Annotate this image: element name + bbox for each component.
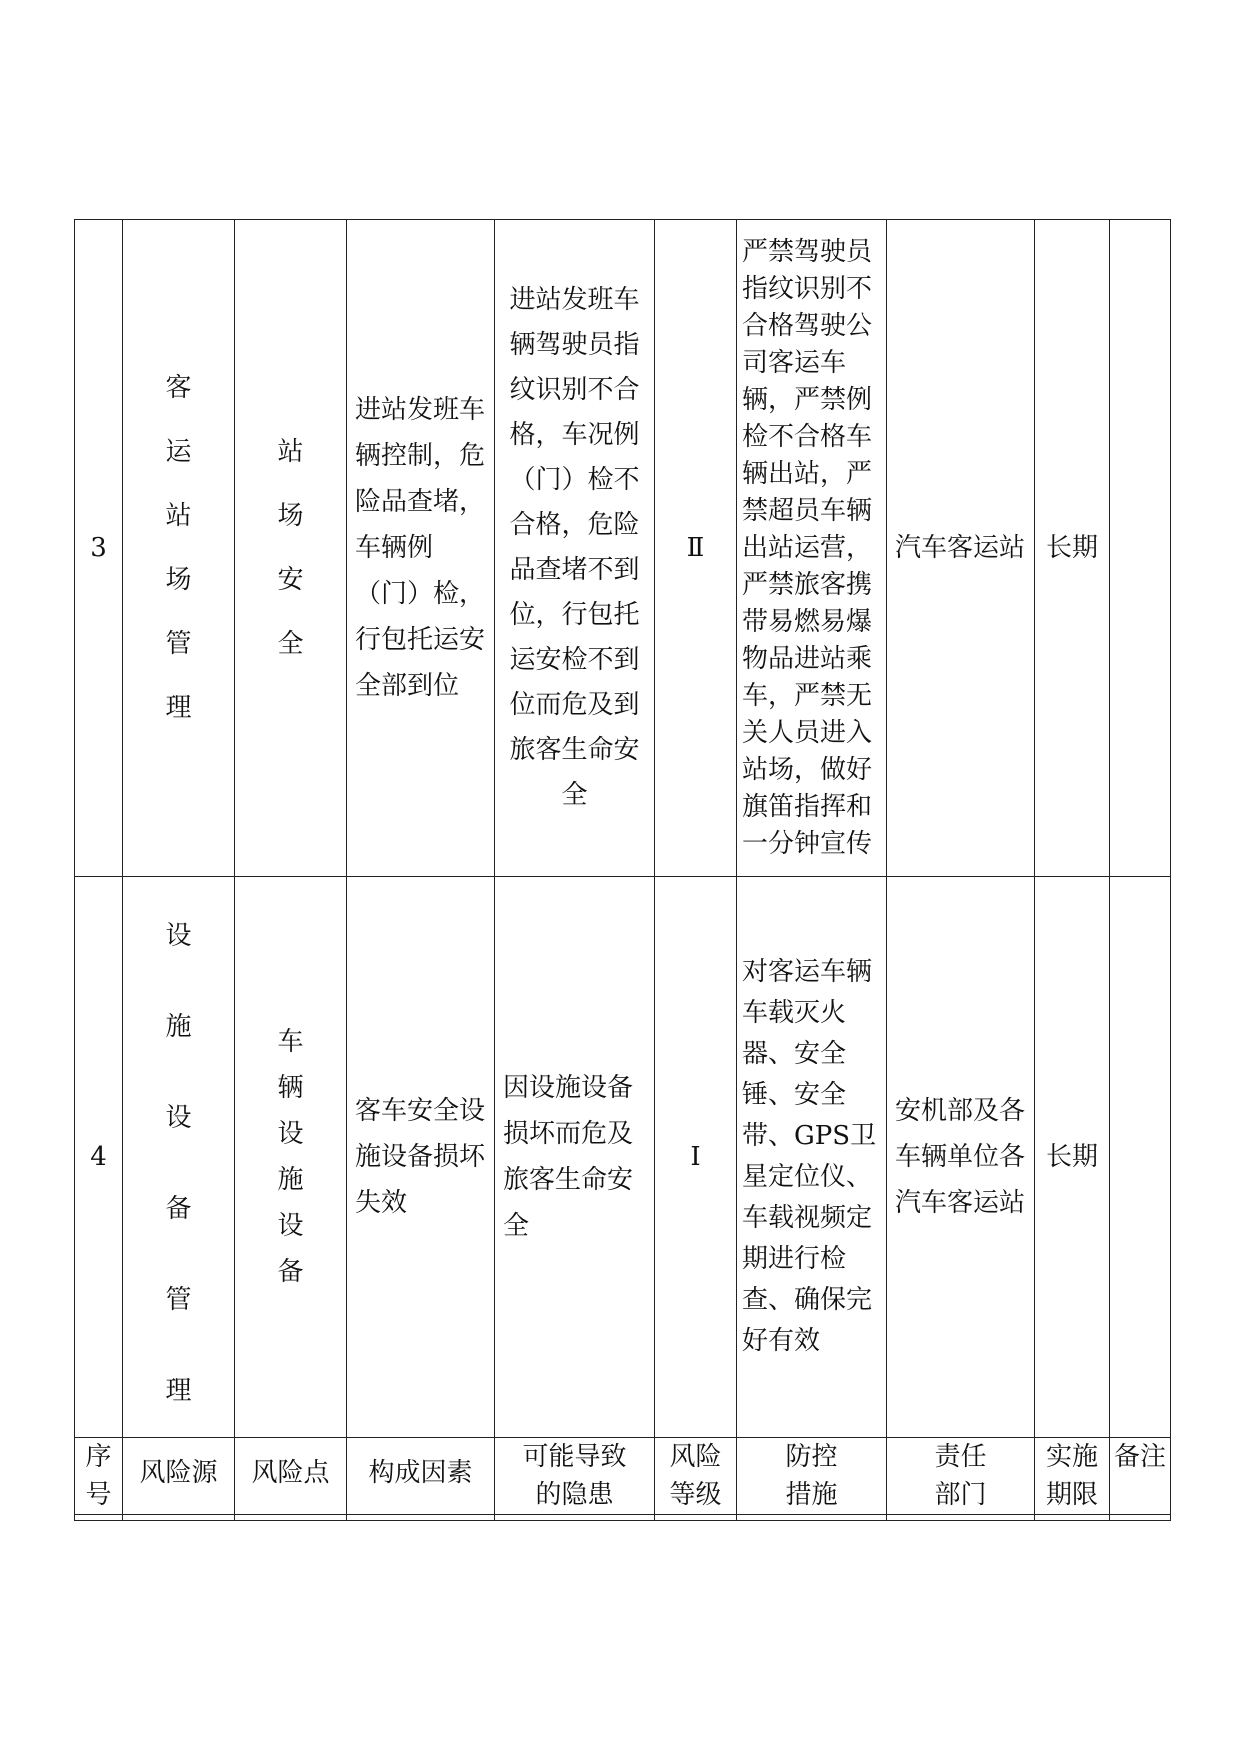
header-risk-point: 风险点 (235, 1438, 347, 1515)
period-cell: 长期 (1035, 220, 1110, 877)
period-cell: 长期 (1035, 877, 1110, 1438)
header-risk-level: 风险等级 (655, 1438, 737, 1515)
table-row (75, 877, 1171, 1438)
measures-cell: 对客运车辆车载灭火器、安全锤、安全带、GPS卫星定位仪、车载视频定期进行检查、确保完好有效 (737, 877, 887, 1438)
table-bottom-rule (75, 1515, 1171, 1521)
header-seq: 序号 (75, 1438, 123, 1515)
header-period: 实施期限 (1035, 1438, 1110, 1515)
table-row (75, 220, 1171, 877)
seq-cell: 3 (75, 220, 123, 877)
risk-control-table (74, 219, 1171, 1521)
factors-cell: 客车安全设施设备损坏失效 (347, 877, 495, 1438)
header-measures: 防控措施 (737, 1438, 887, 1515)
risk-point-text: 车辆设施设备 (277, 1027, 304, 1287)
factors-cell: 进站发班车辆控制，危险品查堵，车辆例（门）检，行包托运安全部到位 (347, 220, 495, 877)
remarks-cell (1110, 220, 1171, 877)
risk-source-cell (123, 877, 235, 1438)
risk-point-cell (235, 877, 347, 1438)
seq-cell: 4 (75, 877, 123, 1438)
risk-level-cell: Ⅱ (655, 220, 737, 877)
hazards-cell: 进站发班车辆驾驶员指纹识别不合格，车况例（门）检不合格，危险品查堵不到位，行包托运安检不到位而危及到旅客生命安全 (495, 220, 655, 877)
header-hazards: 可能导致的隐患 (495, 1438, 655, 1515)
risk-level-cell: Ⅰ (655, 877, 737, 1438)
risk-point-cell (235, 220, 347, 877)
remarks-cell (1110, 877, 1171, 1438)
measures-cell: 严禁驾驶员指纹识别不合格驾驶公司客运车辆，严禁例检不合格车辆出站，严禁超员车辆出站运营，严禁旅客携带易燃易爆物品进站乘车，严禁无关人员进入站场，做好旗笛指挥和一分钟宣传 (737, 220, 887, 877)
header-risk-source: 风险源 (123, 1438, 235, 1515)
risk-point-text: 站场安全 (277, 437, 304, 659)
department-cell: 安机部及各车辆单位各汽车客运站 (887, 877, 1035, 1438)
risk-source-cell (123, 220, 235, 877)
header-remarks: 备注 (1110, 1438, 1171, 1515)
header-department: 责任部门 (887, 1438, 1035, 1515)
department-cell: 汽车客运站 (887, 220, 1035, 877)
header-factors: 构成因素 (347, 1438, 495, 1515)
table-header-row (75, 1438, 1171, 1515)
risk-source-text: 客运站场管理 (165, 373, 192, 723)
hazards-cell: 因设施设备损坏而危及旅客生命安全 (495, 877, 655, 1438)
risk-source-text: 设施设备管理 (165, 921, 192, 1406)
